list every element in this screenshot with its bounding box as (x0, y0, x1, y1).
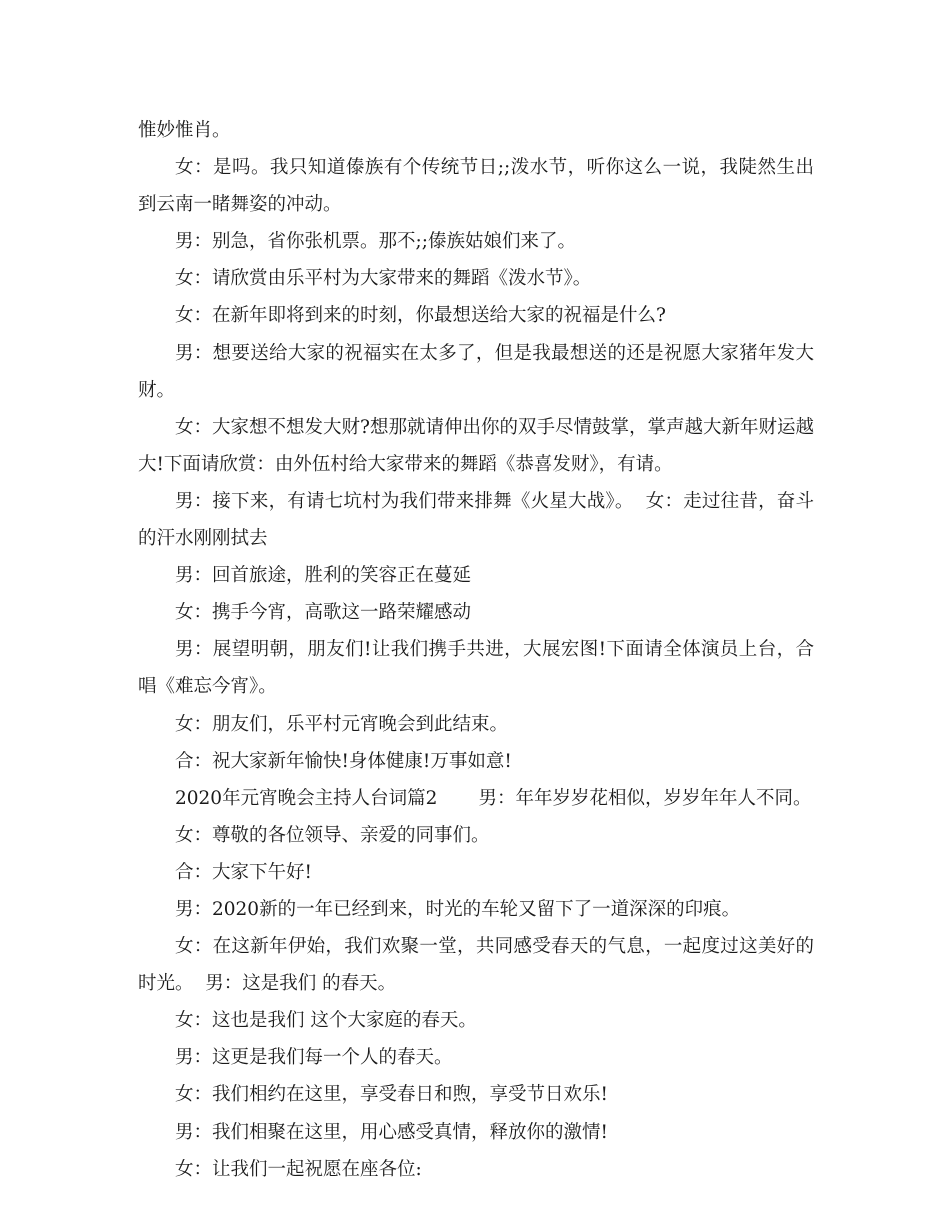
paragraph: 惟妙惟肖。 (138, 120, 231, 141)
paragraph: 女：朋友们，乐平村元宵晚会到此结束。 (175, 713, 509, 735)
paragraph: 2020年元宵晚会主持人台词篇2 男：年年岁岁花相似，岁岁年年人不同。 (175, 787, 812, 809)
paragraph: 女：在新年即将到来的时刻，你最想送给大家的祝福是什么? (175, 305, 666, 327)
paragraph: 男：别急，省你张机票。那不;;傣族姑娘们来了。 (175, 231, 576, 253)
paragraph: 男：我们相聚在这里，用心感受真情，释放你的激情! (175, 1121, 608, 1143)
paragraph: 男：展望明朝，朋友们!让我们携手共进，大展宏图!下面请全体演员上台，合唱《难忘今宵》。 (138, 639, 814, 698)
paragraph: 女：携手今宵，高歌这一路荣耀感动 (175, 602, 472, 624)
paragraph: 男：回首旅途，胜利的笑容正在蔓延 (175, 565, 472, 587)
paragraph: 男：2020新的一年已经到来，时光的车轮又留下了一道深深的印痕。 (175, 898, 741, 920)
paragraph: 女：在这新年伊始，我们欢聚一堂，共同感受春天的气息，一起度过这美好的时光。 男：这是我们 的春天。 (138, 936, 814, 995)
paragraph: 女：大家想不想发大财?想那就请伸出你的双手尽情鼓掌，掌声越大新年财运越大!下面请欣赏：由外伍村给大家带来的舞蹈《恭喜发财》，有请。 (138, 416, 814, 475)
paragraph: 女：是吗。我只知道傣族有个传统节日;;泼水节，听你这么一说，我陡然生出到云南一睹舞姿的冲动。 (138, 157, 814, 216)
paragraph: 男：接下来，有请七坑村为我们带来排舞《火星大战》。 女：走过往昔，奋斗的汗水刚刚拭去 (138, 490, 814, 550)
paragraph: 男：这更是我们每一个人的春天。 (175, 1047, 453, 1069)
paragraph: 女：请欣赏由乐平村为大家带来的舞蹈《泼水节》。 (175, 268, 592, 290)
paragraph: 女：尊敬的各位领导、亲爱的同事们。 (175, 824, 490, 846)
paragraph: 女：让我们一起祝愿在座各位: (175, 1158, 422, 1180)
paragraph: 合：祝大家新年愉快!身体健康!万事如意! (175, 750, 512, 772)
paragraph: 合：大家下午好! (175, 861, 312, 883)
document-body (138, 112, 814, 1188)
paragraph: 男：想要送给大家的祝福实在太多了，但是我最想送的还是祝愿大家猪年发大财。 (138, 342, 814, 401)
paragraph: 女：我们相约在这里，享受春日和煦，享受节日欢乐! (175, 1084, 608, 1106)
paragraph: 女：这也是我们 这个大家庭的春天。 (175, 1010, 477, 1032)
